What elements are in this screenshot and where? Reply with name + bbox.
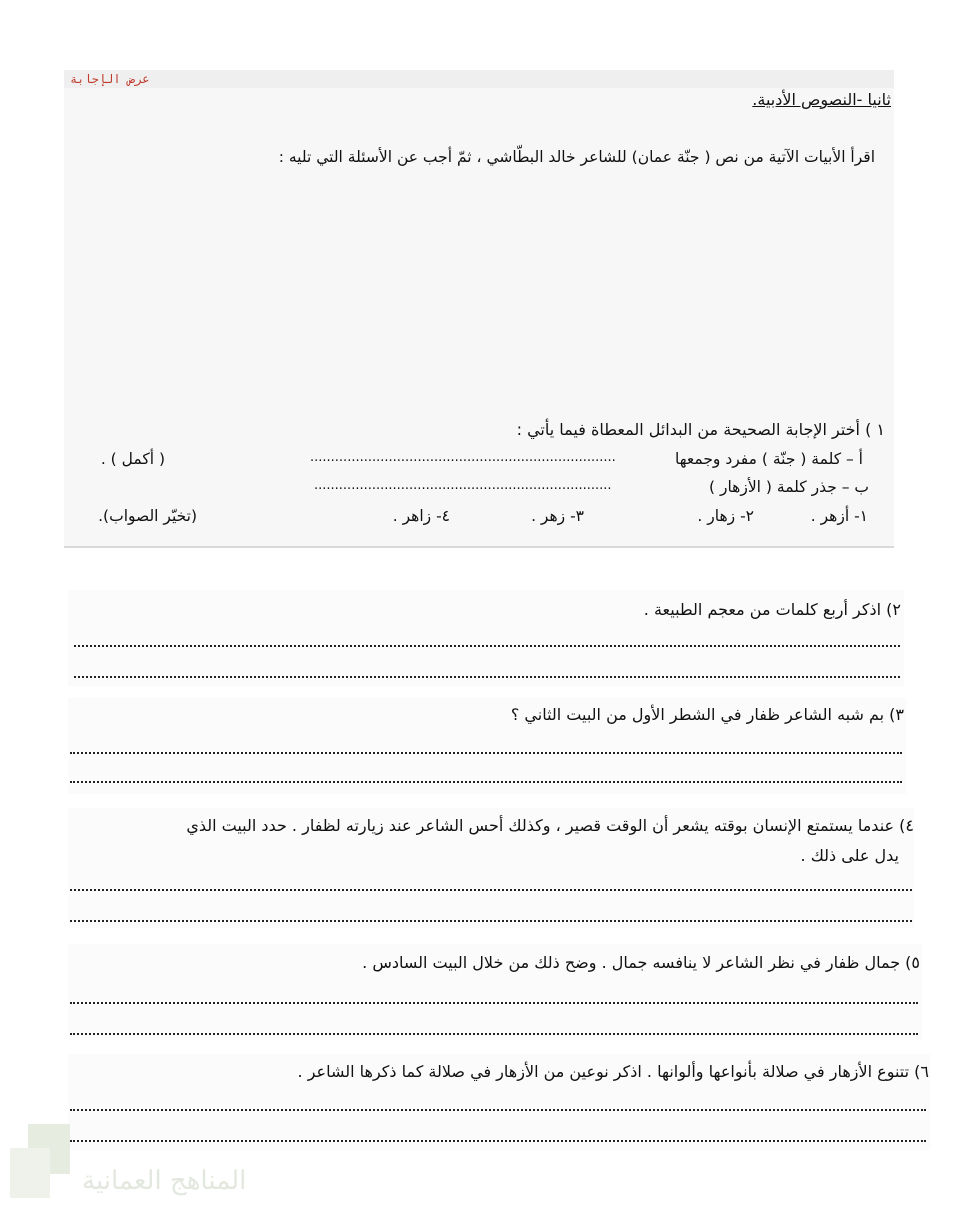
answer-line[interactable] (74, 676, 900, 678)
question-2-text: ٢) اذكر أربع كلمات من معجم الطبيعة . (643, 600, 901, 619)
choice-option[interactable]: ٣- زهر . (531, 507, 584, 525)
answer-line[interactable] (70, 920, 912, 922)
question-1a-label: أ – كلمة ( جنّة ) مفرد وجمعها (675, 450, 863, 468)
literary-texts-panel (64, 70, 894, 548)
answer-line[interactable] (70, 1033, 918, 1035)
question-1a-hint: ( أكمل ) . (100, 450, 165, 468)
question-4-text: ٤) عندما يستمتع الإنسان بوقته يشعر أن الوقت قصير ، وكذلك أحس الشاعر عند زيارته لظفار . حدد البيت الذي (186, 816, 914, 835)
answer-line[interactable] (70, 1140, 926, 1142)
question-3-text: ٣) بم شبه الشاعر ظفار في الشطر الأول من البيت الثاني ؟ (510, 705, 904, 724)
question-5-text: ٥) جمال ظفار في نظر الشاعر لا ينافسه جمال . وضح ذلك من خلال البيت السادس . (362, 953, 920, 972)
question-1-title: ١ ) أختر الإجابة الصحيحة من البدائل المعطاة فيما يأتي : (516, 420, 885, 439)
answer-toolbar (64, 70, 894, 88)
choice-option[interactable]: ٤- زاهر . (392, 507, 450, 525)
answer-line[interactable] (70, 781, 902, 783)
answer-line[interactable]: .......................................................................... (310, 450, 616, 465)
instruction-text: اقرأ الأبيات الآتية من نص ( جنّة عمان) للشاعر خالد البطّاشي ، ثمّ أجب عن الأسئلة التي تليه : (278, 148, 875, 166)
watermark-logo-text: المناهج العمانية (82, 1166, 247, 1196)
show-answer-button[interactable]: عرض الإجابة (70, 72, 150, 86)
answer-line[interactable] (74, 645, 900, 647)
section-heading: ثانيا -النصوص الأدبية. (752, 90, 891, 109)
answer-line[interactable] (70, 1109, 926, 1111)
answer-line[interactable] (70, 1002, 918, 1004)
watermark-logo-shape (10, 1148, 50, 1198)
question-6-text: ٦) تتنوع الأزهار في صلالة بأنواعها وألوانها . اذكر نوعين من الأزهار في صلالة كما ذكرها الشاعر . (297, 1062, 929, 1081)
question-1b-label: ب – جذر كلمة ( الأزهار ) (709, 478, 869, 496)
question-1b-hint: (تخيّر الصواب). (98, 507, 197, 525)
question-4-text-continued: يدل على ذلك . (800, 846, 899, 865)
answer-line: ........................................................................ (314, 478, 612, 493)
choice-option[interactable]: ٢- زهار . (697, 507, 754, 525)
choice-option[interactable]: ١- أزهر . (810, 507, 868, 525)
answer-line[interactable] (70, 889, 912, 891)
answer-line[interactable] (70, 752, 902, 754)
